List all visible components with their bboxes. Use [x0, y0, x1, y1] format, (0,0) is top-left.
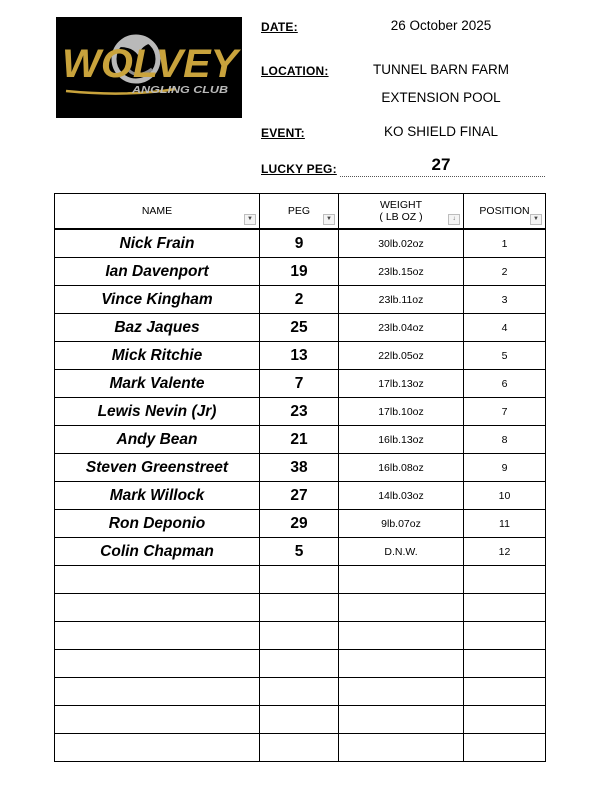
empty-cell: [464, 678, 546, 706]
table-row: [55, 370, 546, 398]
dropdown-filter-icon[interactable]: ▼: [323, 214, 335, 225]
empty-cell: [55, 706, 260, 734]
table-row: [55, 314, 546, 342]
cell-position: 12: [464, 538, 546, 566]
cell-weight: 17lb.10oz: [339, 398, 464, 426]
empty-table-row: [55, 566, 546, 594]
date-label: DATE:: [261, 20, 298, 34]
table-row: [55, 342, 546, 370]
cell-weight: 23lb.15oz: [339, 258, 464, 286]
empty-table-row: [55, 622, 546, 650]
empty-cell: [464, 594, 546, 622]
cell-name: Lewis Nevin (Jr): [55, 398, 260, 426]
cell-name: Mark Valente: [55, 370, 260, 398]
cell-weight: 16lb.08oz: [339, 454, 464, 482]
empty-cell: [55, 566, 260, 594]
cell-position: 2: [464, 258, 546, 286]
logo-title: WOLVEY: [62, 42, 242, 86]
empty-cell: [339, 678, 464, 706]
sort-descending-icon[interactable]: ↓: [448, 214, 460, 225]
cell-peg: 7: [260, 370, 339, 398]
cell-peg: 2: [260, 286, 339, 314]
column-weight-label: WEIGHT: [379, 199, 422, 211]
empty-cell: [339, 706, 464, 734]
cell-weight: 16lb.13oz: [339, 426, 464, 454]
column-header-name[interactable]: [55, 194, 260, 230]
cell-position: 8: [464, 426, 546, 454]
table-row: [55, 454, 546, 482]
cell-name: Steven Greenstreet: [55, 454, 260, 482]
cell-peg: 38: [260, 454, 339, 482]
cell-name: Mick Ritchie: [55, 342, 260, 370]
empty-cell: [339, 650, 464, 678]
cell-peg: 23: [260, 398, 339, 426]
cell-name: Baz Jaques: [55, 314, 260, 342]
cell-weight: 23lb.04oz: [339, 314, 464, 342]
lucky-peg-label: LUCKY PEG:: [261, 162, 337, 176]
empty-cell: [55, 678, 260, 706]
empty-table-row: [55, 650, 546, 678]
cell-peg: 21: [260, 426, 339, 454]
table-header-row: [55, 194, 546, 230]
cell-weight: 17lb.13oz: [339, 370, 464, 398]
empty-cell: [260, 622, 339, 650]
empty-table-row: [55, 734, 546, 762]
cell-peg: 25: [260, 314, 339, 342]
location-line-2: EXTENSION POOL: [381, 90, 501, 105]
club-logo: [56, 17, 242, 118]
cell-position: 9: [464, 454, 546, 482]
table-row: [55, 398, 546, 426]
empty-cell: [464, 734, 546, 762]
empty-table-row: [55, 678, 546, 706]
cell-position: 1: [464, 229, 546, 258]
results-table: [54, 193, 546, 762]
cell-weight: D.N.W.: [339, 538, 464, 566]
empty-cell: [55, 650, 260, 678]
dropdown-filter-icon[interactable]: ▼: [530, 214, 542, 225]
empty-cell: [260, 594, 339, 622]
lucky-peg-underline: [340, 176, 545, 177]
cell-name: Ron Deponio: [55, 510, 260, 538]
location-label: LOCATION:: [261, 64, 329, 78]
empty-cell: [464, 650, 546, 678]
table-row: [55, 258, 546, 286]
event-value: KO SHIELD FINAL: [383, 124, 499, 139]
empty-cell: [464, 706, 546, 734]
wolf-emblem-icon: [56, 17, 242, 118]
cell-peg: 27: [260, 482, 339, 510]
table-row: [55, 229, 546, 258]
cell-peg: 29: [260, 510, 339, 538]
table-row: [55, 286, 546, 314]
cell-name: Vince Kingham: [55, 286, 260, 314]
column-peg-label: PEG: [287, 205, 311, 217]
empty-cell: [464, 566, 546, 594]
column-header-peg[interactable]: [260, 194, 339, 230]
empty-cell: [260, 706, 339, 734]
column-name-label: NAME: [141, 205, 173, 217]
logo-subtitle: ANGLING CLUB: [130, 85, 228, 96]
cell-position: 11: [464, 510, 546, 538]
cell-peg: 13: [260, 342, 339, 370]
empty-cell: [339, 622, 464, 650]
empty-table-row: [55, 594, 546, 622]
cell-peg: 5: [260, 538, 339, 566]
empty-cell: [260, 566, 339, 594]
empty-cell: [339, 594, 464, 622]
column-position-label: POSITION: [479, 205, 530, 217]
date-value: 26 October 2025: [390, 18, 492, 33]
empty-cell: [55, 622, 260, 650]
cell-weight: 22lb.05oz: [339, 342, 464, 370]
cell-name: Nick Frain: [55, 229, 260, 258]
cell-name: Mark Willock: [55, 482, 260, 510]
table-row: [55, 426, 546, 454]
cell-position: 7: [464, 398, 546, 426]
empty-cell: [260, 734, 339, 762]
empty-cell: [260, 650, 339, 678]
cell-name: Andy Bean: [55, 426, 260, 454]
cell-peg: 19: [260, 258, 339, 286]
cell-position: 3: [464, 286, 546, 314]
empty-cell: [464, 622, 546, 650]
event-label: EVENT:: [261, 126, 305, 140]
empty-cell: [55, 594, 260, 622]
cell-weight: 30lb.02oz: [339, 229, 464, 258]
column-header-position[interactable]: [464, 194, 546, 230]
lucky-peg-value: 27: [431, 155, 451, 174]
cell-name: Colin Chapman: [55, 538, 260, 566]
table-row: [55, 482, 546, 510]
empty-cell: [339, 734, 464, 762]
column-weight-unit: ( LB OZ ): [379, 211, 423, 223]
empty-cell: [55, 734, 260, 762]
cell-weight: 9lb.07oz: [339, 510, 464, 538]
cell-position: 4: [464, 314, 546, 342]
location-line-1: TUNNEL BARN FARM: [372, 62, 509, 77]
column-header-weight[interactable]: [339, 194, 464, 230]
empty-cell: [260, 678, 339, 706]
cell-position: 5: [464, 342, 546, 370]
table-row: [55, 510, 546, 538]
empty-table-row: [55, 706, 546, 734]
dropdown-filter-icon[interactable]: ▼: [244, 214, 256, 225]
cell-position: 6: [464, 370, 546, 398]
cell-peg: 9: [260, 229, 339, 258]
results-body: [55, 229, 546, 762]
cell-weight: 23lb.11oz: [339, 286, 464, 314]
cell-position: 10: [464, 482, 546, 510]
cell-weight: 14lb.03oz: [339, 482, 464, 510]
cell-name: Ian Davenport: [55, 258, 260, 286]
table-row: [55, 538, 546, 566]
empty-cell: [339, 566, 464, 594]
